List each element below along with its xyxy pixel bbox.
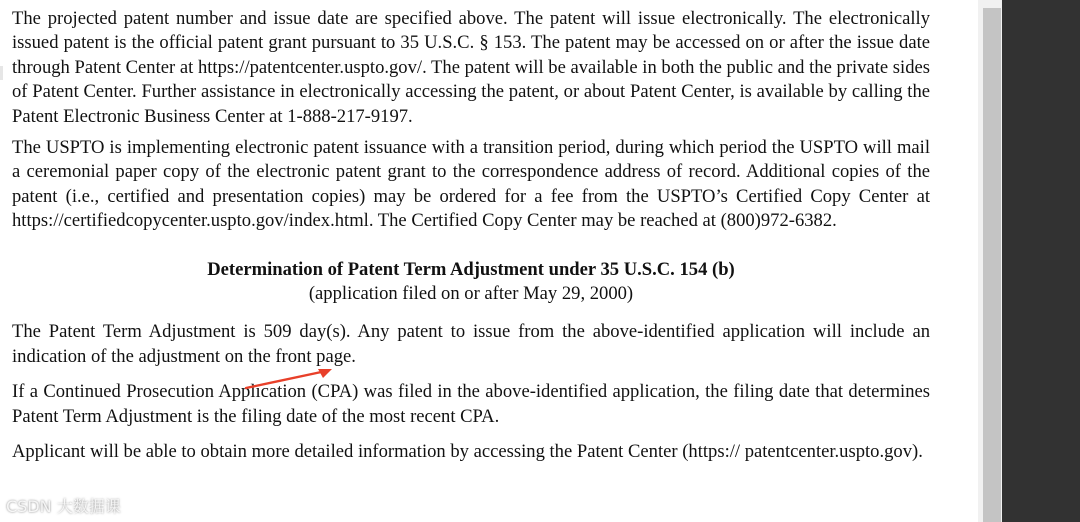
watermark-text: CSDN 大数据课 (6, 497, 121, 516)
red-arrow-annotation (240, 364, 340, 394)
section-heading: Determination of Patent Term Adjustment under 35 U.S.C. 154 (b) (207, 258, 735, 280)
paragraph-pta-days: The Patent Term Adjustment is 509 day(s). Any patent to issue from the above-identified application will include an indication of the adjustment on the front page. (12, 321, 930, 367)
section-subheading: (application filed on or after May 29, 2000) (308, 283, 634, 305)
vertical-scrollbar-thumb[interactable] (983, 8, 1001, 522)
paragraph-electronic-issuance: The projected patent number and issue date are specified above. The patent will issue electronically. The electronically issued patent is the official patent grant pursuant to 35 U.S.C. § 153. The patent may be accessed on or after the issue date through Patent Center at https://patentcenter.uspto.gov/. The patent will be available in both the public and the private sides of Patent Center. Further assistance in electronically accessing the patent, or about Patent Center, is available by calling the Patent Electronic Business Center at 1-888-217-9197. (12, 8, 930, 127)
paragraph-cpa: If a Continued Prosecution Application (CPA) was filed in the above-identified application, the filing date that determines Patent Term Adjustment is the filing date of the most recent CPA. (12, 381, 930, 427)
paragraph-ceremonial-copy: The USPTO is implementing electronic patent issuance with a transition period, during which period the USPTO will mail a ceremonial paper copy of the electronic patent grant to the correspondence address of record. Additional copies of the patent (i.e., certified and presentation copies) may be ordered for a fee from the USPTO’s Certified Copy Center at https://certifiedcopycenter.uspto.gov/index.html. The Certified Copy Center may be reached at (800)972-6382. (12, 137, 930, 232)
page-edge-mark (0, 66, 3, 80)
side-panel (1002, 0, 1080, 522)
page-content (12, 7, 930, 472)
pta-heading-block (12, 258, 930, 307)
paragraph-patent-center-info: Applicant will be able to obtain more detailed information by accessing the Patent Center (https:// patentcenter.uspto.gov). (12, 441, 923, 463)
